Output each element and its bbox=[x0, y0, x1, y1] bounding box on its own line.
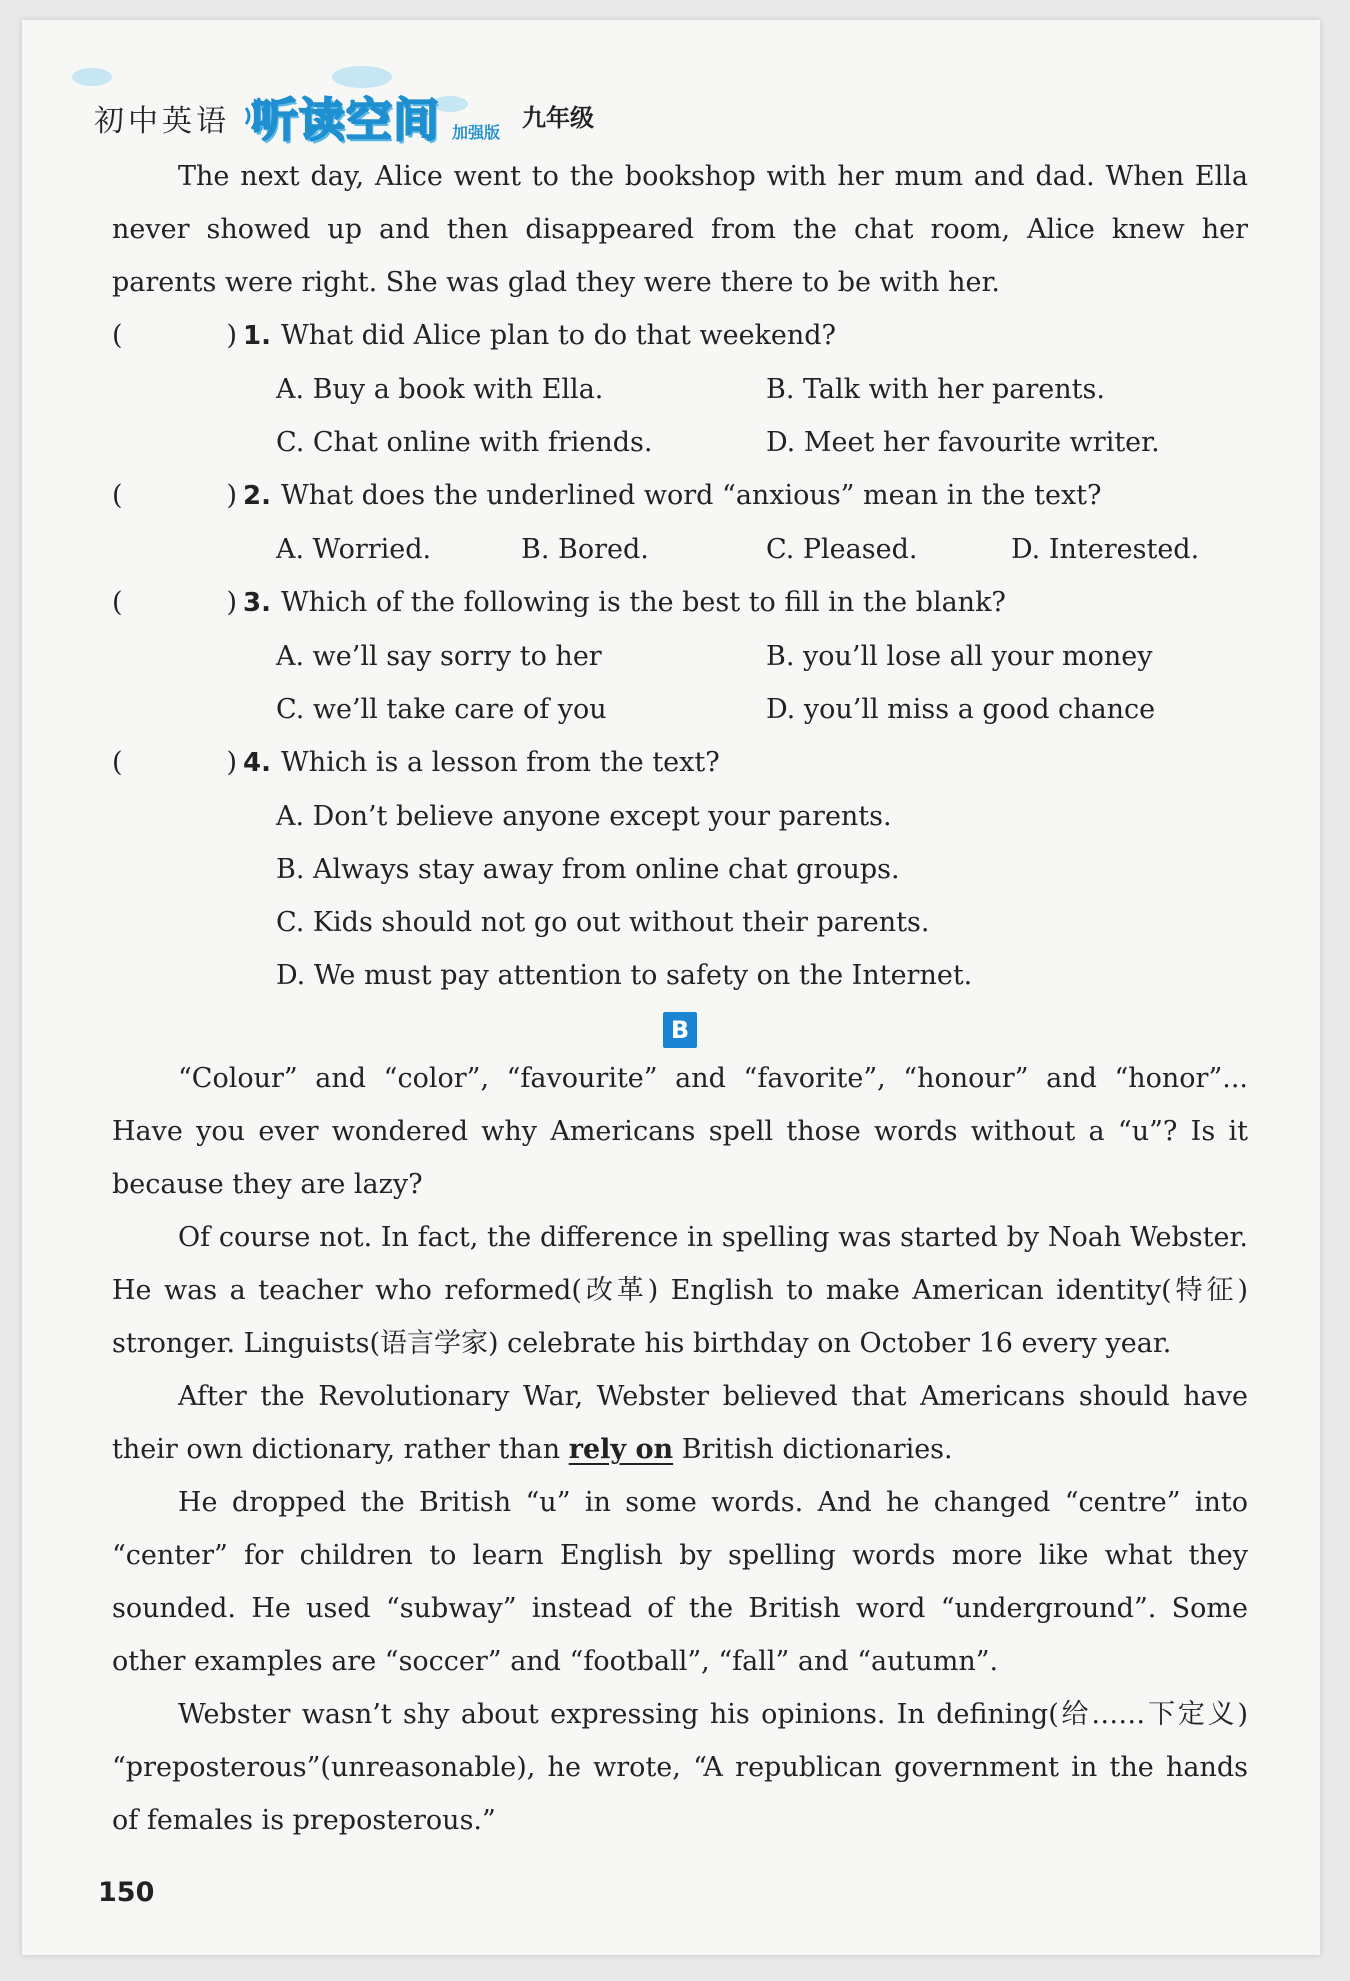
grade-label: 九年级 bbox=[522, 104, 594, 132]
question-number: 1. bbox=[243, 321, 271, 351]
section-badge: B bbox=[663, 1012, 697, 1048]
option[interactable]: A. Worried. bbox=[276, 534, 432, 565]
passage-paragraph: Webster wasn’t shy about expressing his opinions. In defining(给……下定义) “preposterous”(unreasonable), he wrote, “A republican government in the hands of females is preposterous.” bbox=[112, 1699, 1248, 1836]
option[interactable]: C. Pleased. bbox=[766, 534, 918, 565]
question-2 bbox=[112, 469, 1248, 576]
brand-logo-text: 听读空间 bbox=[252, 93, 440, 147]
answer-blank[interactable]: ( ) bbox=[112, 480, 237, 511]
answer-blank[interactable]: ( ) bbox=[112, 747, 237, 778]
option[interactable]: A. Don’t believe anyone except your parents. bbox=[276, 801, 892, 832]
passage-paragraph bbox=[112, 1370, 1248, 1476]
question-number: 4. bbox=[243, 748, 271, 778]
option[interactable]: B. Talk with her parents. bbox=[766, 374, 1105, 405]
page-header bbox=[72, 66, 632, 146]
option[interactable]: B. Always stay away from online chat groups. bbox=[276, 854, 900, 885]
passage-text: After the Revolutionary War, Webster believed that Americans should have their own dictionary, rather than bbox=[112, 1381, 1248, 1465]
passage-paragraph: Of course not. In fact, the difference in spelling was started by Noah Webster. He was a teacher who reformed(改革) English to make American identity(特征) stronger. Linguists(语言学家) celebrate his birthday on October 16 every year. bbox=[112, 1222, 1248, 1359]
answer-blank[interactable]: ( ) bbox=[112, 587, 237, 618]
option[interactable]: D. Interested. bbox=[1011, 534, 1200, 565]
option[interactable]: A. Buy a book with Ella. bbox=[276, 374, 604, 405]
series-title: 初中英语 bbox=[94, 104, 230, 139]
option[interactable]: B. Bored. bbox=[521, 534, 649, 565]
passage-paragraph: He dropped the British “u” in some words. And he changed “centre” into “center” for children to learn English by spelling words more like what they sounded. He used “subway” instead of the British word “underground”. Some other examples are “soccer” and “football”, “fall” and “autumn”. bbox=[112, 1487, 1248, 1677]
edition-label: 加强版 bbox=[452, 123, 501, 142]
passage-paragraph: The next day, Alice went to the bookshop with her mum and dad. When Ella never showed up and then disappeared from the chat room, Alice knew her parents were right. She was glad they were there to be with her. bbox=[112, 161, 1248, 298]
section-b-heading bbox=[112, 1012, 1248, 1048]
question-stem: Which of the following is the best to fill in the blank? bbox=[281, 587, 1006, 618]
question-stem: What does the underlined word “anxious” mean in the text? bbox=[281, 480, 1102, 511]
question-4 bbox=[112, 736, 1248, 1002]
question-number: 2. bbox=[243, 481, 271, 511]
passage-text: British dictionaries. bbox=[673, 1434, 953, 1465]
cloud-decoration bbox=[72, 68, 112, 86]
option[interactable]: C. we’ll take care of you bbox=[276, 694, 607, 725]
underlined-phrase: rely on bbox=[568, 1434, 674, 1465]
question-stem: Which is a lesson from the text? bbox=[281, 747, 720, 778]
passage-paragraph: “Colour” and “color”, “favourite” and “favorite”, “honour” and “honor”... Have you ever wondered why Americans spell those words without a “u”? Is it because they are lazy? bbox=[112, 1063, 1248, 1200]
question-stem: What did Alice plan to do that weekend? bbox=[281, 320, 837, 351]
option[interactable]: B. you’ll lose all your money bbox=[766, 641, 1153, 672]
question-1 bbox=[112, 309, 1248, 469]
option[interactable]: C. Chat online with friends. bbox=[276, 427, 653, 458]
question-number: 3. bbox=[243, 588, 271, 618]
option[interactable]: D. Meet her favourite writer. bbox=[766, 427, 1160, 458]
option[interactable]: A. we’ll say sorry to her bbox=[276, 641, 602, 672]
option[interactable]: C. Kids should not go out without their parents. bbox=[276, 907, 930, 938]
question-3 bbox=[112, 576, 1248, 736]
option[interactable]: D. you’ll miss a good chance bbox=[766, 694, 1156, 725]
page-number: 150 bbox=[98, 1877, 155, 1908]
answer-blank[interactable]: ( ) bbox=[112, 320, 237, 351]
option[interactable]: D. We must pay attention to safety on the Internet. bbox=[276, 960, 973, 991]
page-content bbox=[112, 150, 1248, 1847]
